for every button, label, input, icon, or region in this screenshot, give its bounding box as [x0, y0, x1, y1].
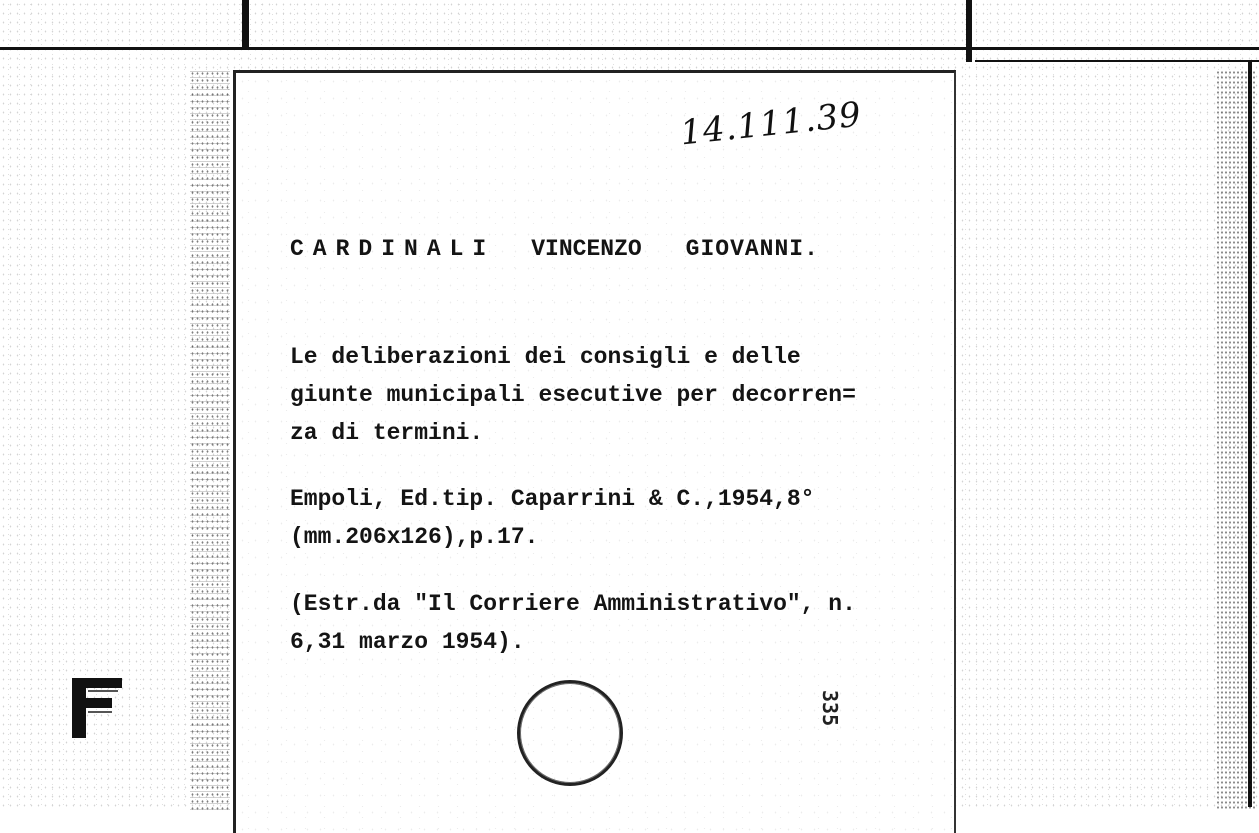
title-block	[290, 338, 856, 452]
title-line: Le deliberazioni dei consigli e delle	[290, 344, 801, 370]
frame-post-right	[966, 0, 972, 62]
author-heading	[290, 230, 819, 268]
handwritten-number: 14.111.39	[678, 94, 864, 154]
frame-post-left	[242, 0, 249, 50]
author-given-name-1: VINCENZO	[531, 236, 642, 262]
note-line: 6,31 marzo 1954).	[290, 629, 525, 655]
top-frame-line-right	[975, 60, 1259, 62]
title-line: giunte municipali esecutive per decorren=	[290, 382, 856, 408]
binding-edge	[190, 70, 230, 810]
imprint-block	[290, 480, 815, 556]
author-given-name-2: GIOVANNI.	[685, 236, 819, 262]
card-stack-edge	[1216, 70, 1256, 810]
side-mark: 335	[818, 690, 842, 727]
author-surname: CARDINALI	[290, 236, 496, 262]
note-block	[290, 585, 856, 661]
note-line: (Estr.da "Il Corriere Amministrativo", n.	[290, 591, 856, 617]
top-frame-line	[0, 47, 1259, 50]
imprint-line: (mm.206x126),p.17.	[290, 524, 539, 550]
circular-stamp	[517, 680, 623, 786]
title-line: za di termini.	[290, 420, 484, 446]
imprint-line: Empoli, Ed.tip. Caparrini & C.,1954,8°	[290, 486, 815, 512]
logo-f-icon	[70, 676, 124, 740]
